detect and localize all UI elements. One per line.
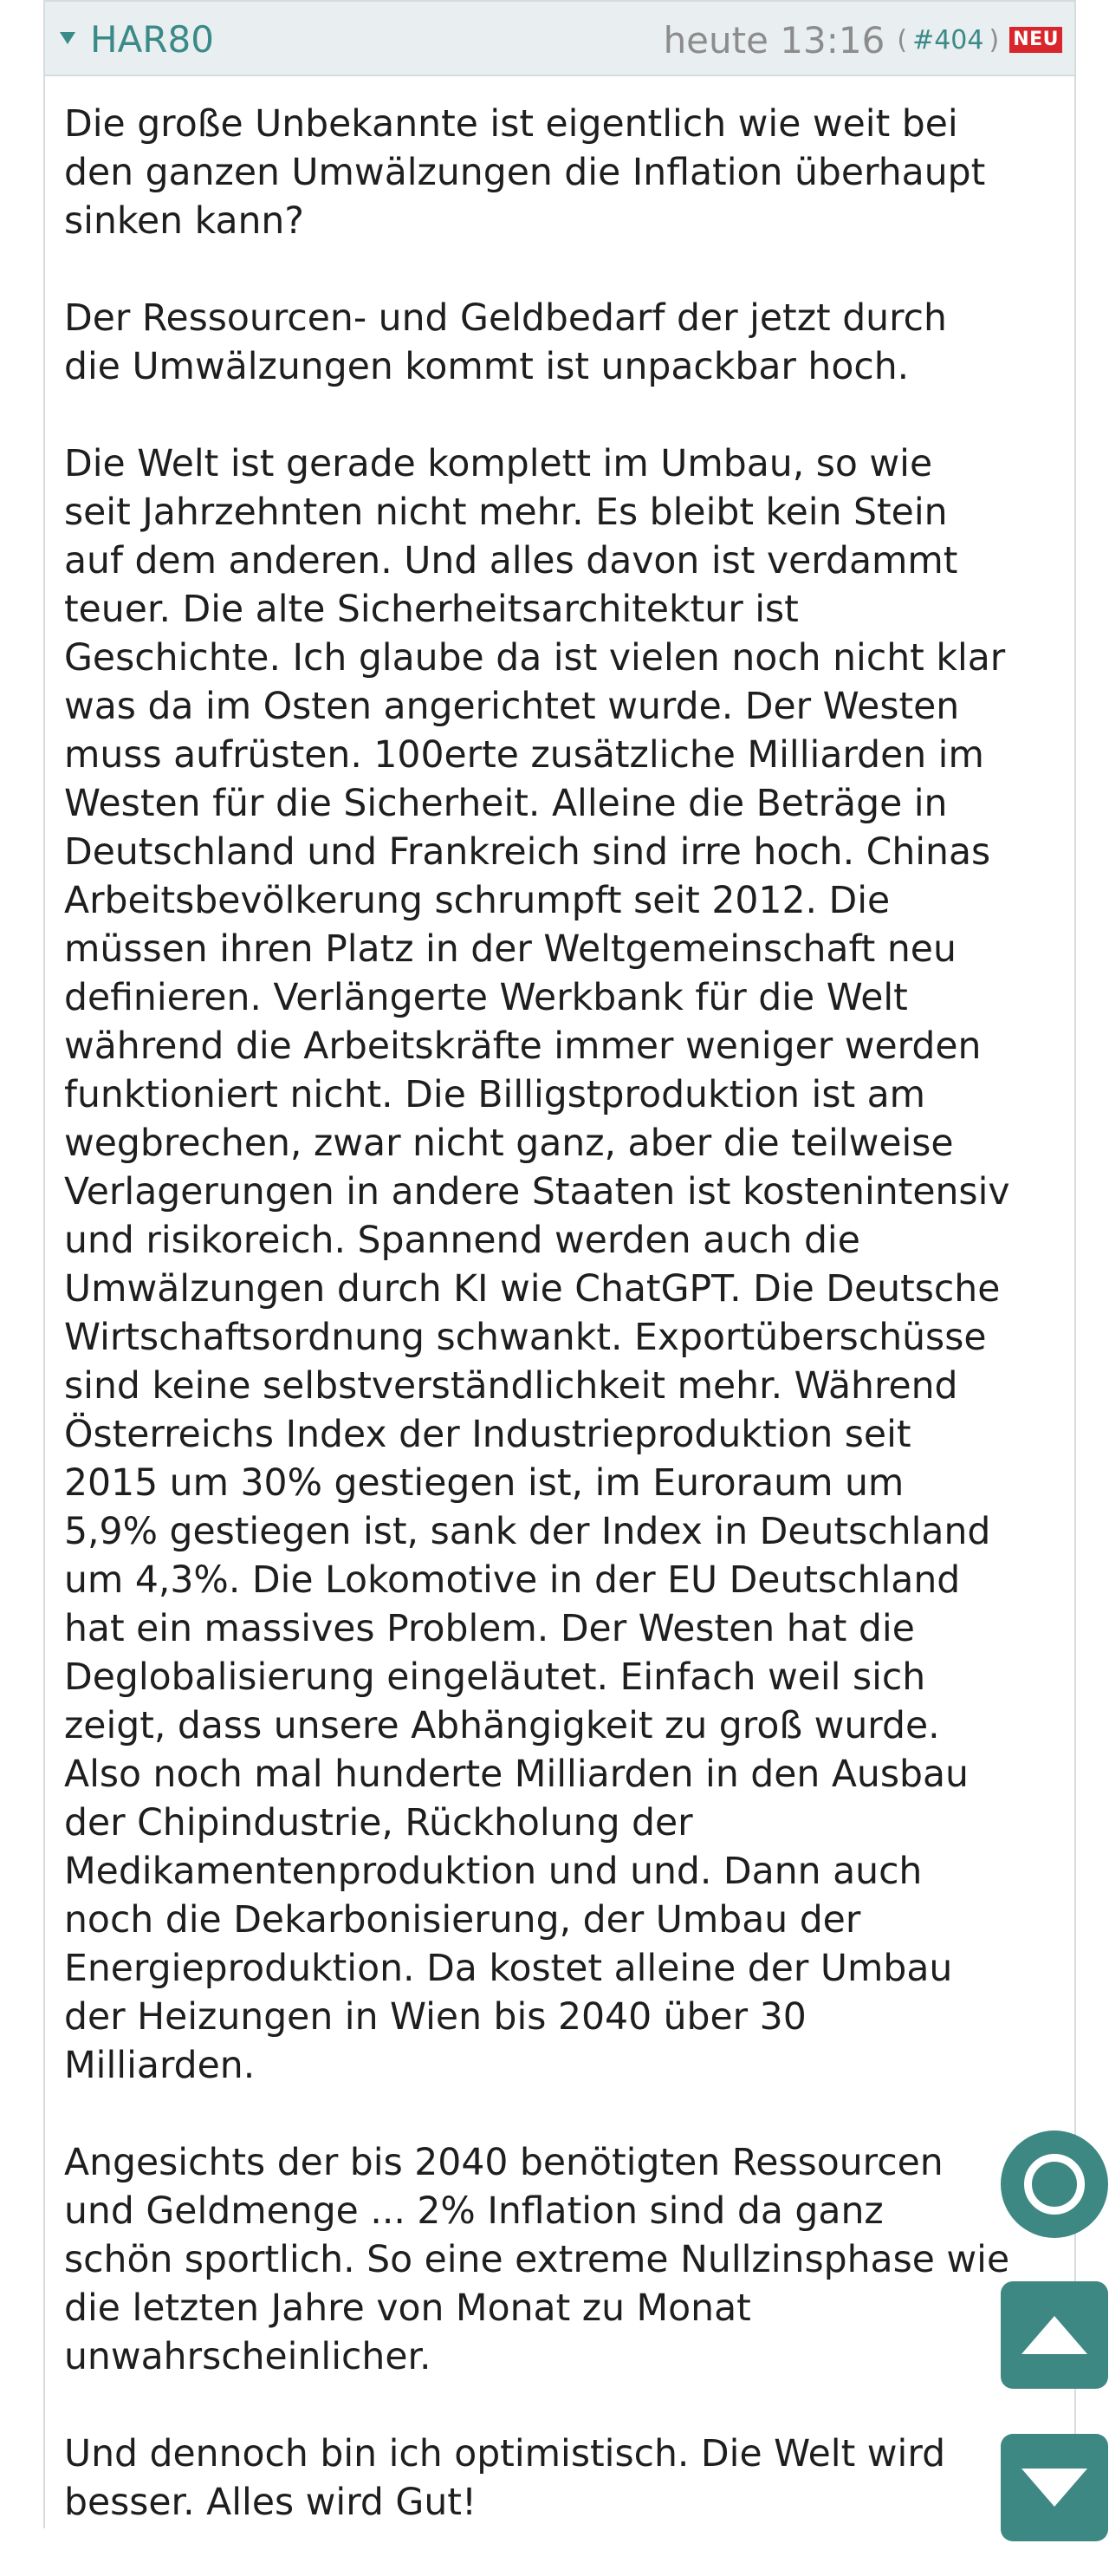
- post-paragraph: Und dennoch bin ich optimistisch. Die Welt wird besser. Alles wird Gut!: [64, 2433, 946, 2524]
- post-body: [64, 101, 1060, 2576]
- scroll-down-button[interactable]: [1001, 2434, 1108, 2541]
- forum-post: [43, 0, 1076, 2528]
- post-timestamp: heute 13:16: [663, 18, 885, 62]
- scroll-up-button[interactable]: [1001, 2281, 1108, 2389]
- floating-action-button[interactable]: [1001, 2130, 1108, 2238]
- paren-close: ): [989, 24, 1000, 55]
- post-paragraph: Die Welt ist gerade komplett im Umbau, so wie seit Jahrzehnten nicht mehr. Es bleibt kein Stein auf dem anderen. Und alles davon ist verdammt teuer. Die alte Sicherheitsarchitektur ist Geschichte. Ich glaube da ist vielen noch nicht klar was da im Osten angerichtet wurde. Der Westen muss aufrüsten. 100erte zusätzliche Milliarden im Westen für die Sicherheit. Alleine die Beträge in Deutschland und Frankreich sind irre hoch. Chinas Arbeitsbevölkerung schrumpft seit 2012. Die müssen ihren Platz in der Weltgemeinschaft neu definieren. Verlängerte Werkbank für die Welt während die Arbeitskräfte immer weniger werden funktioniert nicht. Die Billigstproduktion ist am wegbrechen, zwar nicht ganz, aber die teilweise Verlagerungen in andere Staaten ist kostenintensiv und risikoreich. Spannend werden auch die Umwälzungen durch KI wie ChatGPT. Die Deutsche Wirtschaftsordnung schwankt. Exportüberschüsse sind keine selbstverständlichkeit mehr. Während Österreichs Index der Industrieproduktion seit 2015 um 30% gestiegen ist, im Euroraum um 5,9% gestiegen ist, sank der Index in Deutschland um 4,3%. Die Lokomotive in der EU Deutschland hat ein massives Problem. Der Westen hat die Deglobalisierung eingeläutet. Einfach weil sich zeigt, dass unsere Abhängigkeit zu groß wurde. Also noch mal hunderte Milliarden in den Ausbau der Chipindustrie, Rückholung der Medikamentenproduktion und und. Dann auch noch die Dekarbonisierung, der Umbau der Energieproduktion. Da kostet alleine der Umbau der Heizungen in Wien bis 2040 über 30 Milliarden.: [64, 443, 1010, 2087]
- new-badge: NEU: [1009, 27, 1062, 53]
- post-paragraph: Angesichts der bis 2040 benötigten Ressourcen und Geldmenge ... 2% Inflation sind da ganz schön sportlich. So eine extreme Nullzinsphase wie die letzten Jahre von Monat zu Monat unwahrscheinlicher.: [64, 2142, 1010, 2378]
- post-paragraph: Der Ressourcen- und Geldbedarf der jetzt durch die Umwälzungen kommt ist unpackbar hoch.: [64, 297, 947, 388]
- post-paragraph: Die große Unbekannte ist eigentlich wie weit bei den ganzen Umwälzungen die Inflation überhaupt sinken kann?: [64, 103, 986, 243]
- arrow-down-icon: [1021, 2469, 1087, 2507]
- paren-open: (: [897, 24, 908, 55]
- arrow-up-icon: [1021, 2316, 1087, 2354]
- post-meta: [664, 19, 1062, 61]
- caret-down-icon[interactable]: [57, 26, 78, 50]
- author-name[interactable]: HAR80: [90, 18, 214, 61]
- post-header: [45, 0, 1074, 76]
- post-number-link[interactable]: #404: [912, 24, 984, 55]
- circle-ring-icon: [1024, 2154, 1085, 2215]
